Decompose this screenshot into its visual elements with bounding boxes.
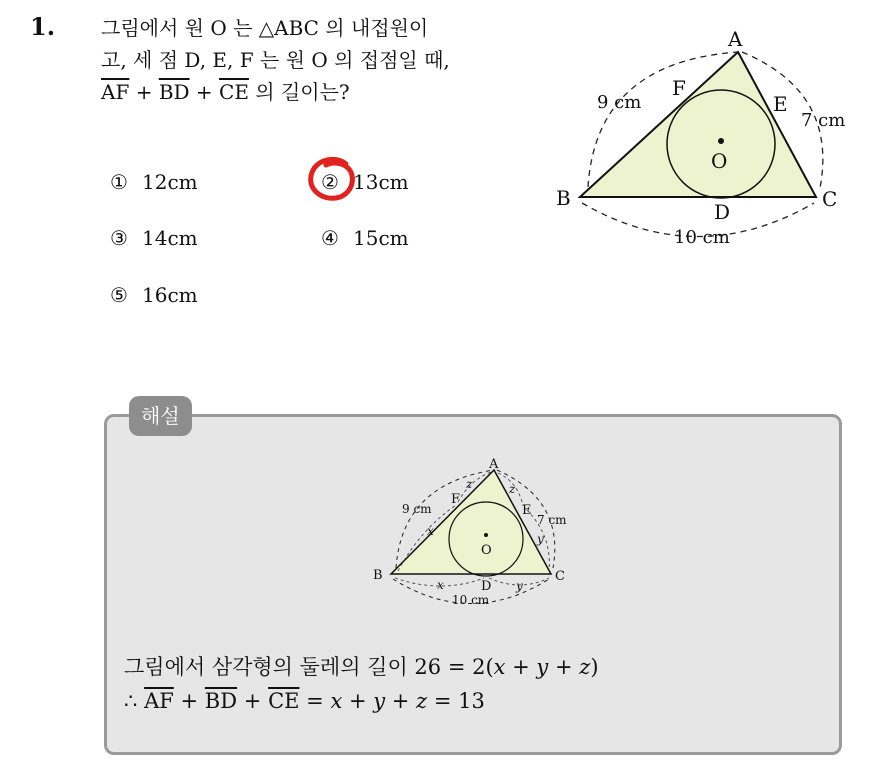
side-bc-length: 10 cm: [452, 593, 490, 607]
side-ac-length: 7 cm: [537, 513, 567, 527]
center-dot: [484, 533, 488, 537]
side-bc-length: 10 cm: [674, 227, 730, 248]
choice-mark: ⑤: [110, 283, 128, 307]
var-z-right: z: [509, 482, 516, 496]
equals-sign: =: [306, 689, 324, 713]
choice-text: 13cm: [353, 170, 409, 194]
solution-line-2-expr: x + y + z: [330, 689, 428, 713]
segment-bd: $\overline{BD}$: [158, 80, 190, 104]
solution-line-1-expr: x + y + z: [493, 655, 591, 679]
var-y-lower: y: [516, 579, 523, 593]
label-d: D: [714, 200, 731, 224]
choice-text: 15cm: [353, 226, 409, 250]
label-d: D: [481, 579, 492, 594]
plus-sign: +: [243, 689, 262, 713]
side-ac-length: 7 cm: [801, 110, 846, 131]
label-e: E: [773, 92, 788, 116]
segment-af: $\overline{AF}$: [144, 689, 174, 713]
label-b: B: [556, 186, 571, 210]
choice-3[interactable]: [110, 226, 198, 250]
choice-1[interactable]: [110, 170, 198, 194]
question-line-1: 그림에서 원 O 는 △ABC 의 내접원이: [101, 16, 429, 40]
segment-ce: $\overline{CE}$: [219, 80, 249, 104]
segment-af: $\overline{AF}$: [101, 80, 130, 104]
choice-mark: ③: [110, 226, 128, 250]
side-ab-length: 9 cm: [402, 502, 432, 516]
segment-ce: $\overline{CE}$: [268, 689, 300, 713]
choice-mark: ④: [321, 226, 339, 250]
label-a: A: [728, 27, 743, 51]
var-y-right: y: [537, 532, 544, 546]
choice-text: 12cm: [142, 170, 198, 194]
segment-bd: $\overline{BD}$: [204, 689, 238, 713]
label-f: F: [451, 492, 461, 507]
label-o: O: [481, 543, 492, 558]
solution-line-1-text: 그림에서 삼각형의 둘레의 길이 26 = 2(: [124, 655, 494, 679]
plus-sign: +: [135, 80, 153, 104]
choice-mark: ②: [321, 170, 339, 194]
side-ab-length: 9 cm: [597, 92, 642, 113]
choice-text: 14cm: [142, 226, 198, 250]
choice-5[interactable]: [110, 283, 198, 307]
plus-sign: +: [180, 689, 199, 713]
selected-answer-circle-icon: [306, 156, 358, 204]
solution-figure: [365, 452, 585, 612]
incircle-figure: [550, 20, 860, 255]
question-text: [101, 12, 541, 108]
question-number: 1.: [30, 12, 56, 41]
choice-text: 16cm: [142, 283, 198, 307]
question-suffix: 의 길이는?: [255, 80, 350, 104]
label-b: B: [373, 568, 383, 583]
label-f: F: [672, 76, 686, 100]
label-a: A: [489, 457, 499, 472]
var-x-lower: x: [437, 578, 444, 592]
var-x-upper: x: [427, 524, 434, 538]
solution-tag: 해설: [129, 396, 192, 436]
solution-result: = 13: [433, 689, 485, 713]
center-dot: [718, 138, 724, 144]
plus-sign: +: [195, 80, 213, 104]
therefore-sign: ∴: [124, 689, 138, 713]
solution-line-1: [124, 651, 599, 681]
label-e: E: [522, 503, 532, 518]
label-c: C: [555, 569, 565, 584]
var-z-left: z: [466, 477, 473, 491]
question-line-3: [101, 76, 541, 108]
label-o: O: [711, 149, 728, 173]
question-line-2: 고, 세 점 D, E, F 는 원 O 의 접점일 때,: [101, 48, 450, 72]
choice-mark: ①: [110, 170, 128, 194]
label-c: C: [822, 187, 838, 211]
solution-line-2: [124, 689, 485, 713]
solution-line-1-close: ): [590, 655, 599, 679]
choice-4[interactable]: [321, 226, 409, 250]
